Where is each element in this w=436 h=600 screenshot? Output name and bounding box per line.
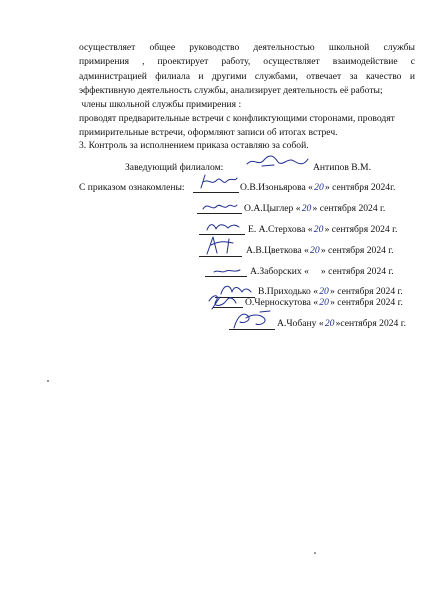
signature-line bbox=[193, 192, 239, 193]
scan-speck bbox=[47, 380, 49, 382]
ack-label: С приказом ознакомлены: bbox=[79, 182, 185, 193]
signature bbox=[200, 198, 240, 214]
body-line-2: примирения , проектирует работу, осуществляет взаимодействие с bbox=[79, 56, 415, 67]
ack-row-6: В.Приходько «20» сентября 2024 г. bbox=[258, 286, 403, 297]
head-label: Заведующий филиалом: bbox=[125, 162, 224, 173]
signature bbox=[212, 266, 244, 276]
signature bbox=[204, 218, 244, 234]
body-line-8: 3. Контроль за исполнением приказа оставляю за собой. bbox=[79, 140, 309, 151]
ack-row-5: А.Заборских « » сентября 2024 г. bbox=[250, 266, 394, 277]
ack-row-7: О.Черноскутова «20» сентября 2024 г. bbox=[245, 297, 403, 308]
body-line-4: эффективную деятельность службы, анализирует деятельность её работы; bbox=[79, 85, 383, 96]
body-line-7: примирительные встречи, оформляют записи об итогах встреч. bbox=[79, 127, 338, 138]
signature bbox=[203, 235, 243, 257]
ack-row-8: А.Чобану «20»сентября 2024 г. bbox=[277, 318, 406, 329]
body-line-6: проводят предварительные встречи с конфликтующими сторонами, проводят bbox=[79, 113, 395, 124]
signature-line bbox=[205, 276, 247, 277]
ack-row-4: А.В.Цветкова «20» сентября 2024 г. bbox=[246, 245, 394, 256]
ack-row-2: О.А.Цыглер «20» сентября 2024 г. bbox=[244, 203, 386, 214]
signature bbox=[230, 308, 274, 330]
body-line-1: осуществляет общее руководство деятельностью школьной службы bbox=[79, 42, 415, 53]
body-line-3: администрацией филиала и другими службами, отвечает за качество и bbox=[79, 71, 415, 82]
head-signature bbox=[244, 153, 310, 171]
ack-row-1: О.В.Изоньярова «20» сентября 2024г. bbox=[240, 182, 396, 193]
scan-speck bbox=[314, 552, 316, 554]
signature bbox=[197, 172, 239, 192]
head-name: Антипов В.М. bbox=[313, 162, 371, 173]
ack-row-3: Е. А.Стерхова «20» сентября 2024 г. bbox=[248, 224, 398, 235]
body-line-5: члены школьной службы примирения : bbox=[79, 99, 242, 110]
